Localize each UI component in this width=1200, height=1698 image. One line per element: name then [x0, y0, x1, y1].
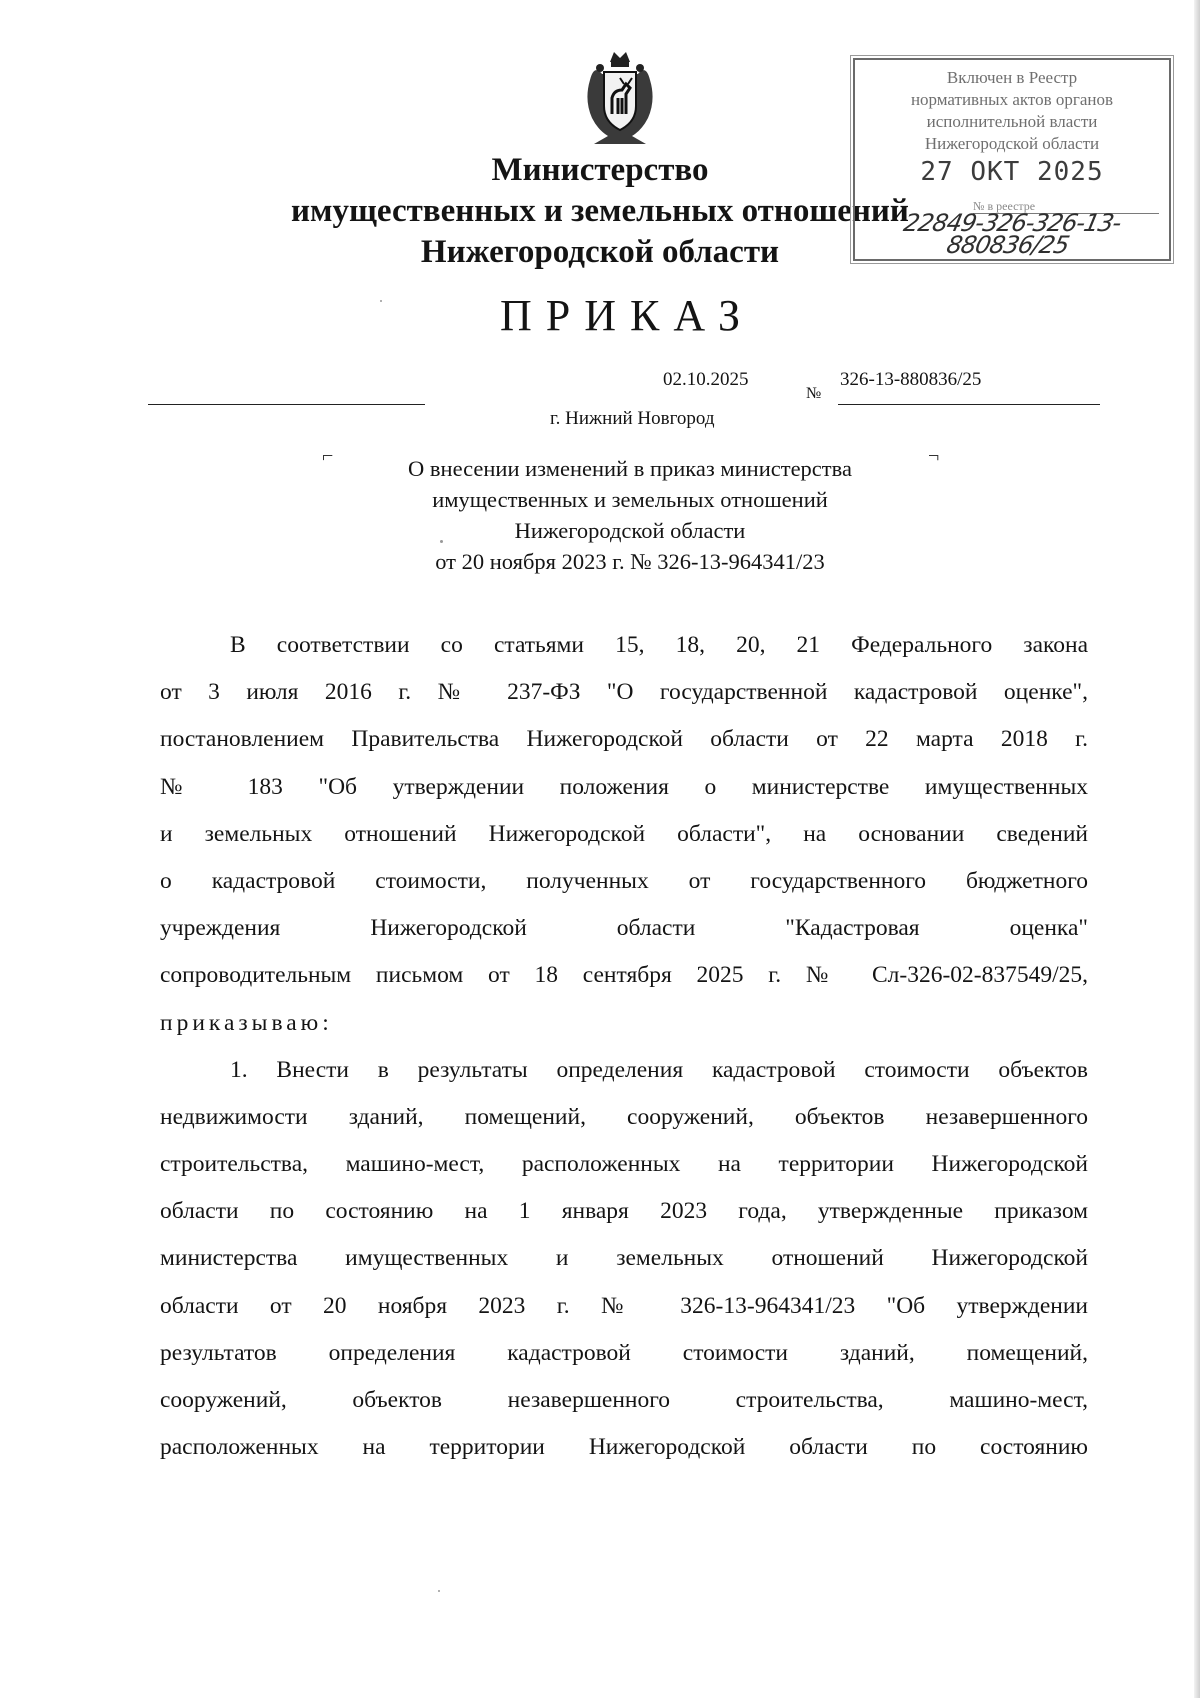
- stamp-line: Включен в Реестр: [946, 68, 1078, 87]
- coat-of-arms-emblem: [580, 50, 660, 148]
- subject-line: О внесении изменений в приказ министерства: [408, 456, 852, 481]
- order-number: 326-13-880836/25: [840, 369, 982, 390]
- item1-line: министерства имущественных и земельных отношений Нижегородской: [160, 1245, 1088, 1272]
- stamp-date: 27 ОКТ 2025: [920, 157, 1104, 187]
- scan-speck: [438, 1590, 440, 1592]
- preamble-line: № 183 "Об утверждении положения о министерстве имущественных: [160, 773, 1088, 800]
- item1-line: недвижимости зданий, помещений, сооружений, объектов незавершенного: [160, 1103, 1088, 1130]
- preamble-line: В соответствии со статьями 15, 18, 20, 21 Федерального закона: [230, 632, 1088, 658]
- ministry-name: [250, 150, 950, 273]
- ministry-line: имущественных и земельных отношений: [291, 193, 909, 229]
- city: г. Нижний Новгород: [550, 408, 715, 429]
- stamp-line: нормативных актов органов: [910, 90, 1114, 109]
- preamble-line: о кадастровой стоимости, полученных от государственного бюджетного: [160, 867, 1088, 894]
- item1-line: расположенных на территории Нижегородской области по состоянию: [160, 1434, 1088, 1461]
- subject-line: имущественных и земельных отношений: [432, 487, 828, 512]
- item1-line: области по состоянию на 1 января 2023 года, утвержденные приказом: [160, 1198, 1088, 1225]
- item1-line: 1. Внести в результаты определения кадастровой стоимости объектов: [230, 1056, 1088, 1083]
- page-edge: [1194, 0, 1200, 1698]
- preamble-line: учреждения Нижегородской области "Кадастровая оценка": [160, 915, 1088, 942]
- subject-line: Нижегородской области: [514, 518, 746, 543]
- stamp-registry-label: № в реестре: [973, 199, 1036, 213]
- item1-line: сооружений, объектов незавершенного строительства, машино-мест,: [160, 1387, 1088, 1413]
- bracket-corner-right: ¬: [928, 445, 940, 467]
- preamble-line: постановлением Правительства Нижегородской области от 22 марта 2018 г.: [160, 726, 1088, 753]
- subject-line: от 20 ноября 2023 г. № 326-13-964341/23: [435, 549, 825, 574]
- order-subject: [340, 453, 920, 577]
- scan-speck: [440, 540, 443, 543]
- order-date: 02.10.2025: [663, 369, 749, 390]
- item1-line: результатов определения кадастровой стоимости зданий, помещений,: [160, 1339, 1088, 1366]
- registry-stamp: [853, 58, 1171, 261]
- item1-line: строительства, машино-мест, расположенных на территории Нижегородской: [160, 1151, 1088, 1178]
- number-underline: [838, 404, 1100, 405]
- scan-speck: [380, 300, 382, 302]
- order-word: приказываю:: [160, 1009, 333, 1036]
- bracket-corner-left: ⌐: [322, 445, 334, 467]
- preamble-line: от 3 июля 2016 г. № 237-ФЗ "О государственной кадастровой оценке",: [160, 679, 1088, 706]
- preamble-line: сопроводительным письмом от 18 сентября 2025 г. № Сл-326-02-837549/25,: [160, 962, 1088, 989]
- stamp-line: Нижегородской области: [924, 134, 1100, 153]
- ministry-line: Министерство: [491, 152, 709, 188]
- stamp-registry-number: 22849-326-326-13-880836/25: [901, 209, 1124, 259]
- document-type-title: ПРИКАЗ: [500, 291, 755, 340]
- order-body: [160, 622, 1088, 1471]
- ministry-line: Нижегородской области: [420, 234, 780, 270]
- date-underline: [148, 404, 425, 405]
- number-sign: №: [806, 385, 822, 402]
- preamble-line: и земельных отношений Нижегородской области", на основании сведений: [160, 820, 1088, 847]
- item1-line: области от 20 ноября 2023 г. № 326-13-964341/23 "Об утверждении: [160, 1292, 1088, 1319]
- stamp-line: исполнительной власти: [926, 112, 1098, 131]
